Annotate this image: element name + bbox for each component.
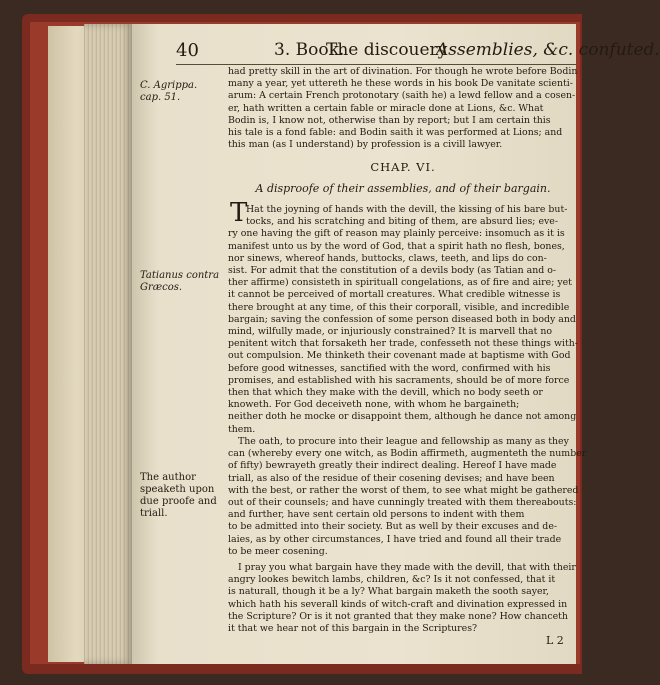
text-line: mind, wilfully made, or injuriously constrained? It is marvell that no	[228, 326, 553, 338]
text-line: to be admitted into their society. But as well by their excuses and de-	[228, 521, 558, 533]
text-line: er, hath written a certain fable or miracle done at Lions, &c. What	[228, 102, 544, 114]
margin-note-agrippa: C. Agrippa. cap. 51.	[140, 80, 198, 103]
text-line: The oath, to procure into their league and fellowship as many as they	[238, 436, 569, 447]
text-line: then that which they make with the devill, which no body seeth or	[228, 387, 543, 399]
paragraph-2	[228, 436, 587, 558]
margin-note-author: The author speaketh upon due proofe and triall.	[140, 472, 217, 519]
intro-paragraph	[228, 66, 578, 151]
running-title: Assemblies, &c. confuted.	[436, 40, 660, 60]
margin-note-tatianus: Tatianus contra Græcos.	[140, 270, 220, 293]
book-page	[132, 24, 660, 664]
text-line: ther affirme) consisteth in spirituall congelations, as of fire and aire; yet	[228, 277, 572, 289]
text-line: it cannot be perceived of mortall creatures. What credible witnesse is	[228, 289, 561, 301]
text-line: can (whereby every one witch, as Bodin affirmeth, augmenteth the number	[228, 448, 587, 460]
text-line: nor sinews, whereof hands, buttocks, claws, teeth, and lips do con-	[228, 252, 547, 264]
text-line: out compulsion. Me thinketh their covenant made at baptisme with God	[228, 350, 571, 362]
text-line: with the best, or rather the worst of them, to see what might be gathered	[228, 484, 579, 496]
text-line: arum: A certain French protonotary (saith he) a lewd fellow and a cosen-	[228, 90, 576, 102]
text-line: and further, have sent certain old persons to indent with them	[228, 509, 525, 521]
text-line: sist. For admit that the constitution of a devils body (as Tatian and o-	[228, 265, 557, 277]
text-line: tocks, and his scratching and biting of them, are absurd lies; eve-	[246, 216, 559, 228]
text-line: had pretty skill in the art of divination. For though he wrote before Bodin	[228, 66, 578, 77]
text-line: laies, as by other circumstances, I have tried and found all their trade	[228, 533, 562, 545]
text-line: I pray you what bargain have they made with the devill, that with their	[238, 562, 576, 573]
running-header	[176, 40, 660, 62]
text-line: is naturall, though it be a ly? What bargain maketh the sooth sayer,	[228, 586, 549, 598]
text-line: his tale is a fond fable: and Bodin saith it was performed at Lions; and	[228, 127, 563, 139]
text-line: manifest unto us by the word of God, that a spirit hath no flesh, bones,	[228, 240, 565, 252]
text-line: before good witnesses, sanctified with the word, confirmed with his	[228, 362, 551, 374]
text-line: neither doth he mocke or disappoint them, although he dance not among	[228, 411, 577, 423]
page-edges	[84, 24, 134, 664]
text-line: angry lookes bewitch lambs, children, &c? Is it not confessed, that it	[228, 574, 556, 586]
paragraph-3	[228, 562, 578, 635]
text-line: the Scripture? Or is it not granted that they make none? How chanceth	[228, 610, 568, 622]
page-number: 40	[176, 40, 199, 61]
text-line: penitent witch that forsaketh her trade, confesseth not these things with-	[228, 338, 578, 350]
text-line: knoweth. For God deceiveth none, with whom he bargaineth;	[228, 399, 520, 411]
text-line: of fifty) bewrayeth greatly their indirect dealing. Hereof I have made	[228, 460, 557, 472]
text-line: them.	[228, 423, 256, 435]
text-line: out of their counsels; and have cunningly treated with them thereabouts:	[228, 497, 577, 509]
text-line: it that we hear not of this bargain in the Scriptures?	[228, 623, 478, 635]
signature-mark: L 2	[546, 634, 564, 647]
text-line: there brought at any time, of this their corporall, visible, and incredible	[228, 301, 570, 313]
text-line: ry one having the gift of reason may plainly perceive: insomuch as it is	[228, 228, 565, 240]
chapter-heading: CHAP. VI.	[370, 160, 436, 174]
header-rule	[176, 64, 576, 65]
text-line: this man (as I understand) by profession is a civill lawyer.	[228, 139, 503, 151]
book-label: 3. Book.	[274, 40, 345, 60]
text-line: promises, and established with his sacraments, should be of more force	[228, 374, 570, 386]
text-line: many a year, yet uttereth he these words in his book De vanitate scienti-	[228, 78, 573, 90]
text-line: to be meer cosening.	[228, 545, 328, 557]
header-title: The discouery	[326, 40, 448, 60]
paragraph-1	[228, 204, 578, 436]
text-line: which hath his severall kinds of witch-craft and divination expressed in	[228, 598, 568, 610]
text-line: Hat the joyning of hands with the devill, the kissing of his bare but-	[246, 204, 568, 215]
text-line: triall, as also of the residue of their cosening devises; and have been	[228, 472, 555, 484]
chapter-subtitle: A disproofe of their assemblies, and of their bargain.	[255, 182, 551, 195]
text-line: bargain; saving the confession of some person diseased both in body and	[228, 313, 576, 325]
text-line: Bodin is, I know not, otherwise than by report; but I am certain this	[228, 114, 551, 126]
drop-cap: T	[230, 198, 248, 228]
